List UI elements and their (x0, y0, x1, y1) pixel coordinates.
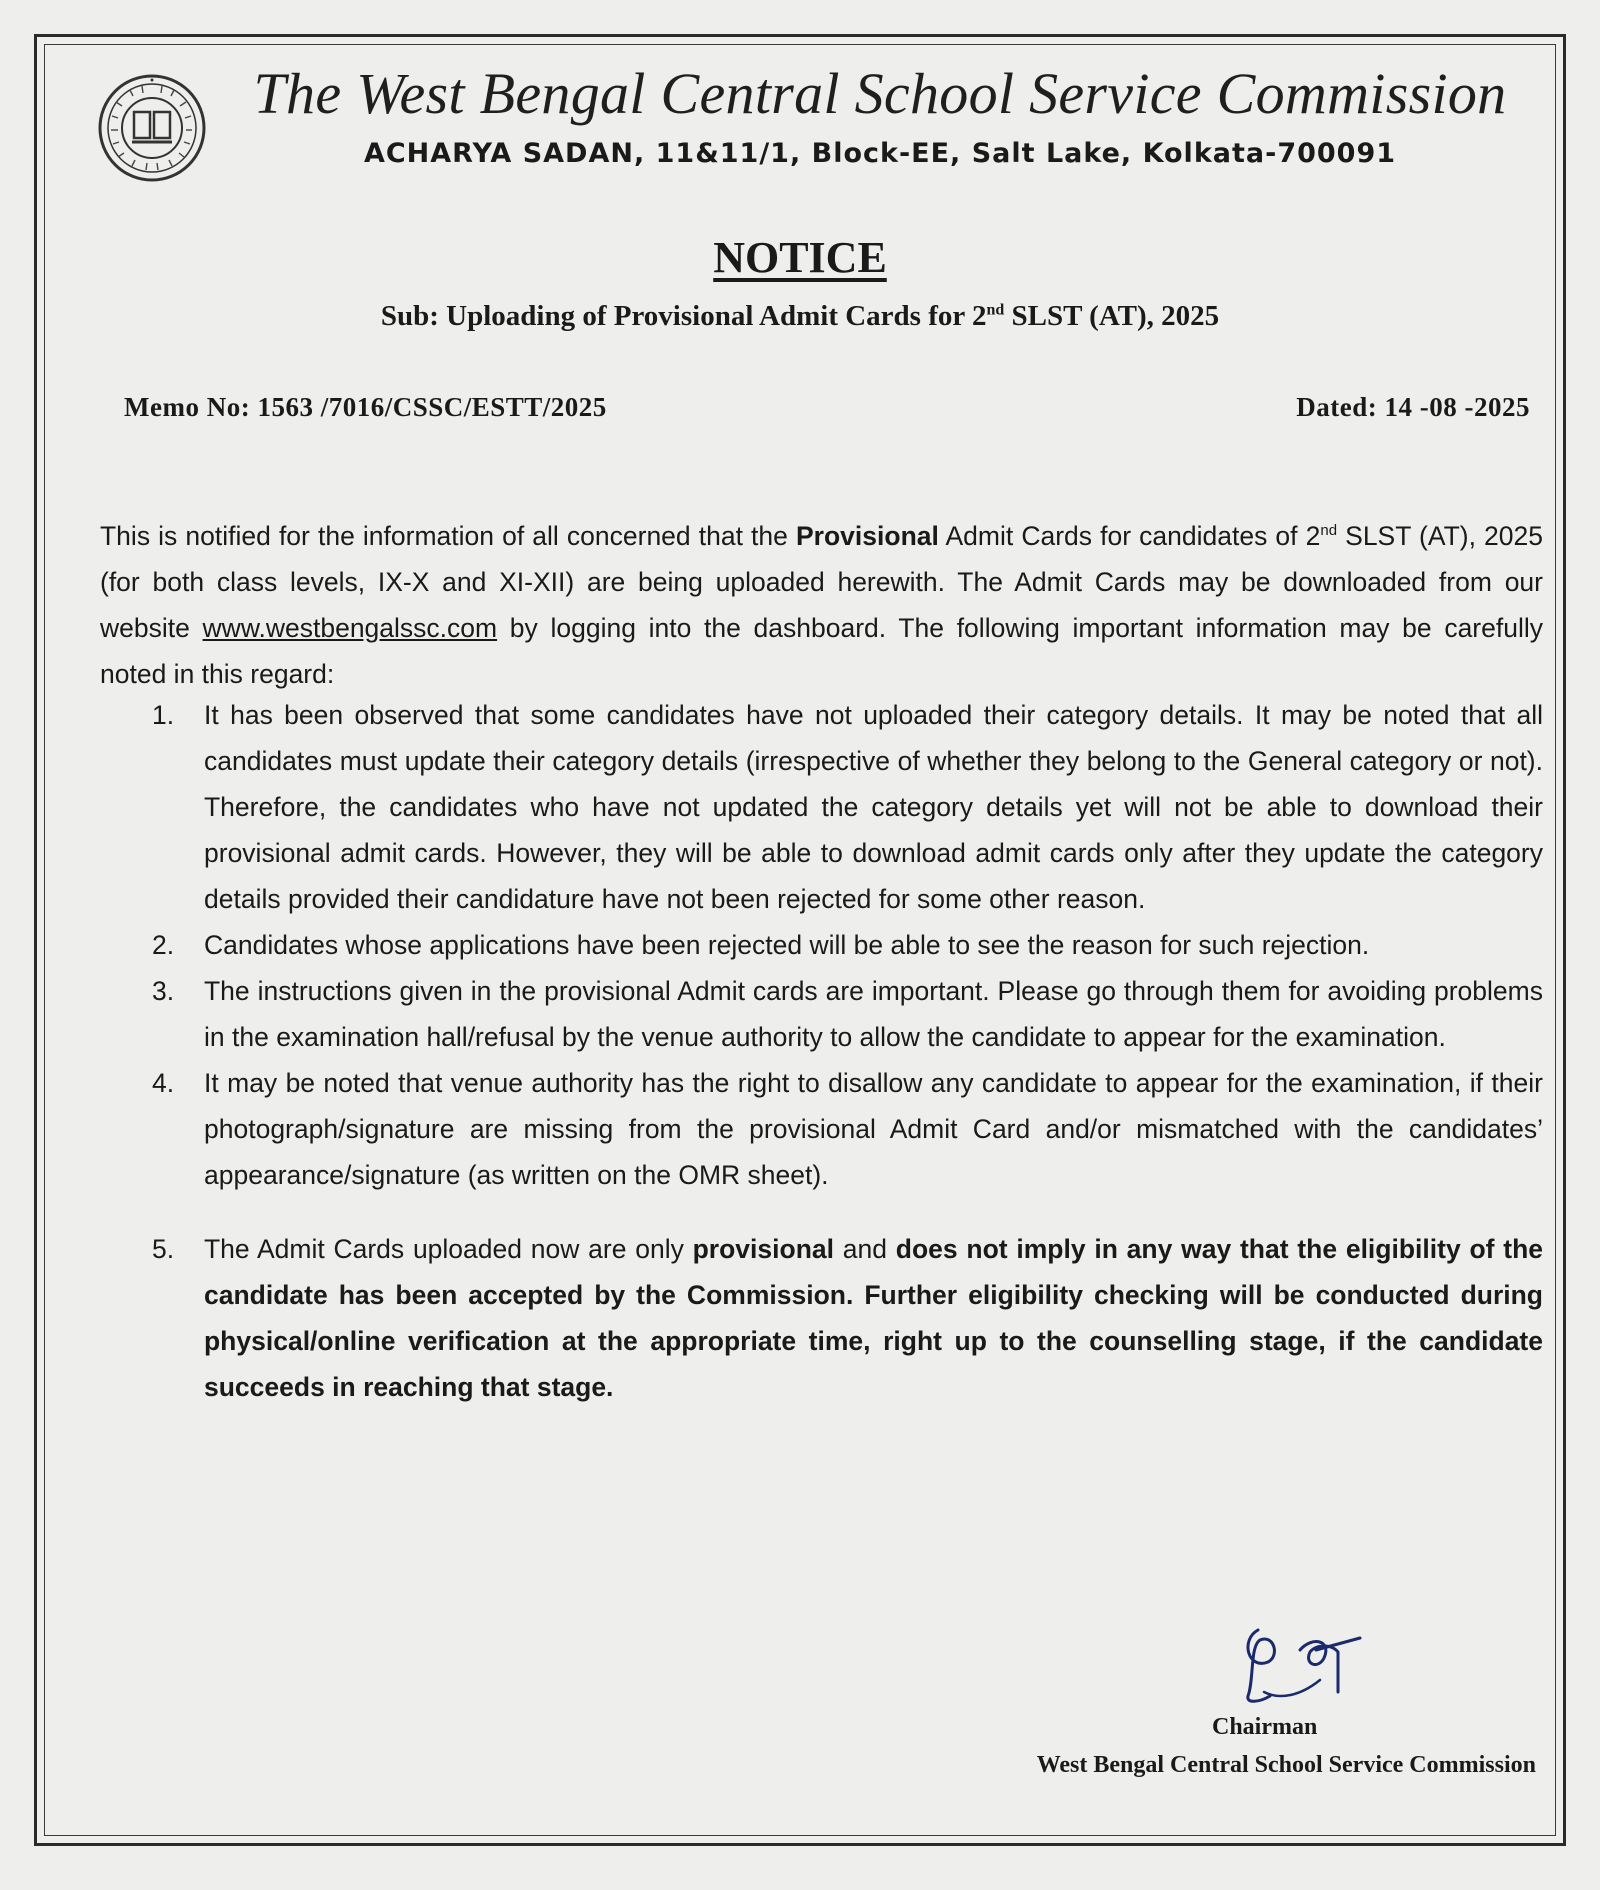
list-item: 2. Candidates whose applications have been rejected will be able to see the reason for such rejection. (152, 930, 1370, 960)
list-item: 3. The instructions given in the provisional Admit cards are important. Please go through them for avoiding problems in the examination hall/refusal by the venue authority to allow the candidate to appear for the examination. (152, 976, 1543, 1052)
handwritten-signature (1220, 1600, 1380, 1720)
signatory-title: Chairman (1212, 1714, 1318, 1740)
notice-heading: NOTICE (713, 233, 887, 282)
organization-title: The West Bengal Central School Service Commission (253, 61, 1507, 126)
signatory-organization: West Bengal Central School Service Commission (1036, 1752, 1536, 1778)
intro-paragraph: This is notified for the information of all concerned that the Provisional Admit Cards for candidates of 2nd SLST (AT), 2025 (for both class levels, IX-X and XI-XII) are being uploaded herewith. The Admit Cards may be downloaded from our website www.westbengalssc.com by logging into the dashboard. The following important information may be carefully noted in this regard: (100, 520, 1544, 689)
list-item: 5. The Admit Cards uploaded now are only provisional and does not imply in any way that the eligibility of the candidate has been accepted by the Commission. Further eligibility checking will be conducted during physical/online verification at the appropriate time, right up to the counselling stage, if the candidate succeeds in reaching that stage. (152, 1234, 1543, 1402)
organization-address: ACHARYA SADAN, 11&11/1, Block-EE, Salt Lake, Kolkata-700091 (363, 138, 1397, 169)
list-item: 1. It has been observed that some candidates have not uploaded their category details. It may be noted that all candidates must update their category details (irrespective of whether they belong to the General category or not). Therefore, the candidates who have not updated the category details yet will not be able to download their provisional admit cards. However, they will be able to download admit cards only after they update the category details provided their candidature have not been rejected for some other reason. (152, 700, 1543, 914)
notice-subject: Sub: Uploading of Provisional Admit Cards for 2nd SLST (AT), 2025 (380, 300, 1220, 332)
notice-date: Dated: 14 -08 -2025 (1296, 392, 1530, 422)
memo-number: Memo No: 1563 /7016/CSSC/ESTT/2025 (124, 392, 607, 422)
list-item: 4. It may be noted that venue authority has the right to disallow any candidate to appear for the examination, if their photograph/signature are missing from the provisional Admit Card and/or mismatched with the candidates’ appearance/signature (as written on the OMR sheet). (152, 1068, 1543, 1190)
instruction-list (100, 692, 1543, 1410)
website-link[interactable]: www.westbengalssc.com (202, 612, 498, 643)
